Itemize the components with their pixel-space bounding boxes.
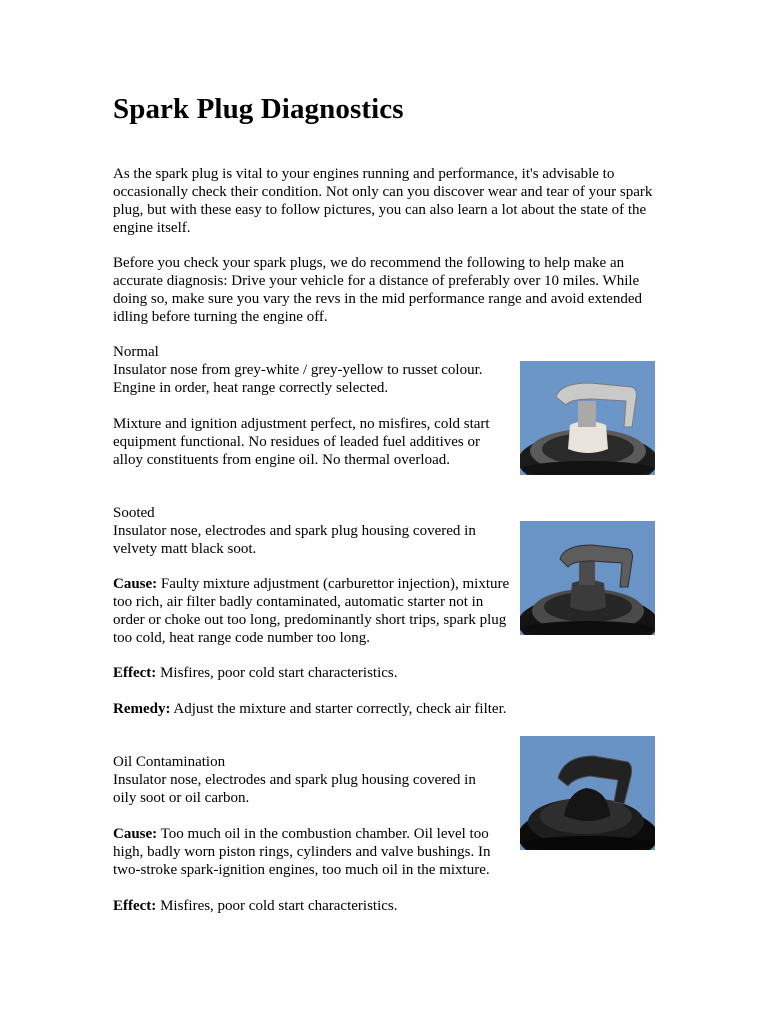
sooted-spark-plug-photo — [520, 521, 655, 635]
normal-detail: Mixture and ignition adjustment perfect, no misfires, cold start equipment functional. No residues of leaded fuel additives or alloy constituents from engine oil. No thermal overload. — [113, 416, 490, 468]
normal-spark-plug-photo — [520, 361, 655, 475]
sooted-cause-text: Faulty mixture adjustment (carburettor injection), mixture too rich, air filter badly contaminated, automatic starter not in order or choke out too long, predominantly short trips, spark plug too cold, heat range code number too long. — [113, 576, 510, 646]
oil-cause-label: Cause: — [113, 826, 158, 842]
oil-effect-text: Misfires, poor cold start characteristics. — [160, 898, 398, 914]
sooted-remedy-label: Remedy: — [113, 701, 171, 717]
intro-paragraph-2: Before you check your spark plugs, we do recommend the following to help make an accurate diagnosis: Drive your vehicle for a distance of preferably over 10 miles. While doing so, make sure you vary the revs in the mid performance range and avoid extended idling before turning the engine off. — [113, 255, 642, 325]
sooted-remedy — [113, 700, 533, 718]
sooted-effect-label: Effect: — [113, 665, 157, 681]
sooted-cause-label: Cause: — [113, 576, 158, 592]
oil-heading: Oil Contamination — [113, 754, 226, 770]
sooted-effect — [113, 664, 513, 682]
oil-effect-label: Effect: — [113, 898, 157, 914]
oil-cause — [113, 825, 498, 879]
sooted-description: Insulator nose, electrodes and spark plug housing covered in velvety matt black soot. — [113, 523, 476, 557]
intro-paragraph-1: As the spark plug is vital to your engines running and performance, it's advisable to occasionally check their condition. Not only can you discover wear and tear of your spark plug, but with these easy to follow pictures, you can also learn a lot about the state of the engine itself. — [113, 166, 653, 236]
sooted-heading: Sooted — [113, 505, 155, 521]
page-title: Spark Plug Diagnostics — [113, 93, 404, 125]
oil-spark-plug-photo — [520, 736, 655, 850]
oil-cause-text: Too much oil in the combustion chamber. Oil level too high, badly worn piston rings, cylinders and valve bushings. In two-stroke spark-ignition engines, too much oil in the mixture. — [113, 826, 491, 878]
sooted-cause — [113, 575, 513, 647]
normal-description: Insulator nose from grey-white / grey-yellow to russet colour. Engine in order, heat range correctly selected. — [113, 362, 483, 396]
normal-heading: Normal — [113, 344, 159, 360]
sooted-remedy-text: Adjust the mixture and starter correctly, check air filter. — [173, 701, 507, 717]
sooted-effect-text: Misfires, poor cold start characteristics. — [160, 665, 398, 681]
oil-effect — [113, 897, 513, 915]
oil-description: Insulator nose, electrodes and spark plug housing covered in oily soot or oil carbon. — [113, 772, 476, 806]
